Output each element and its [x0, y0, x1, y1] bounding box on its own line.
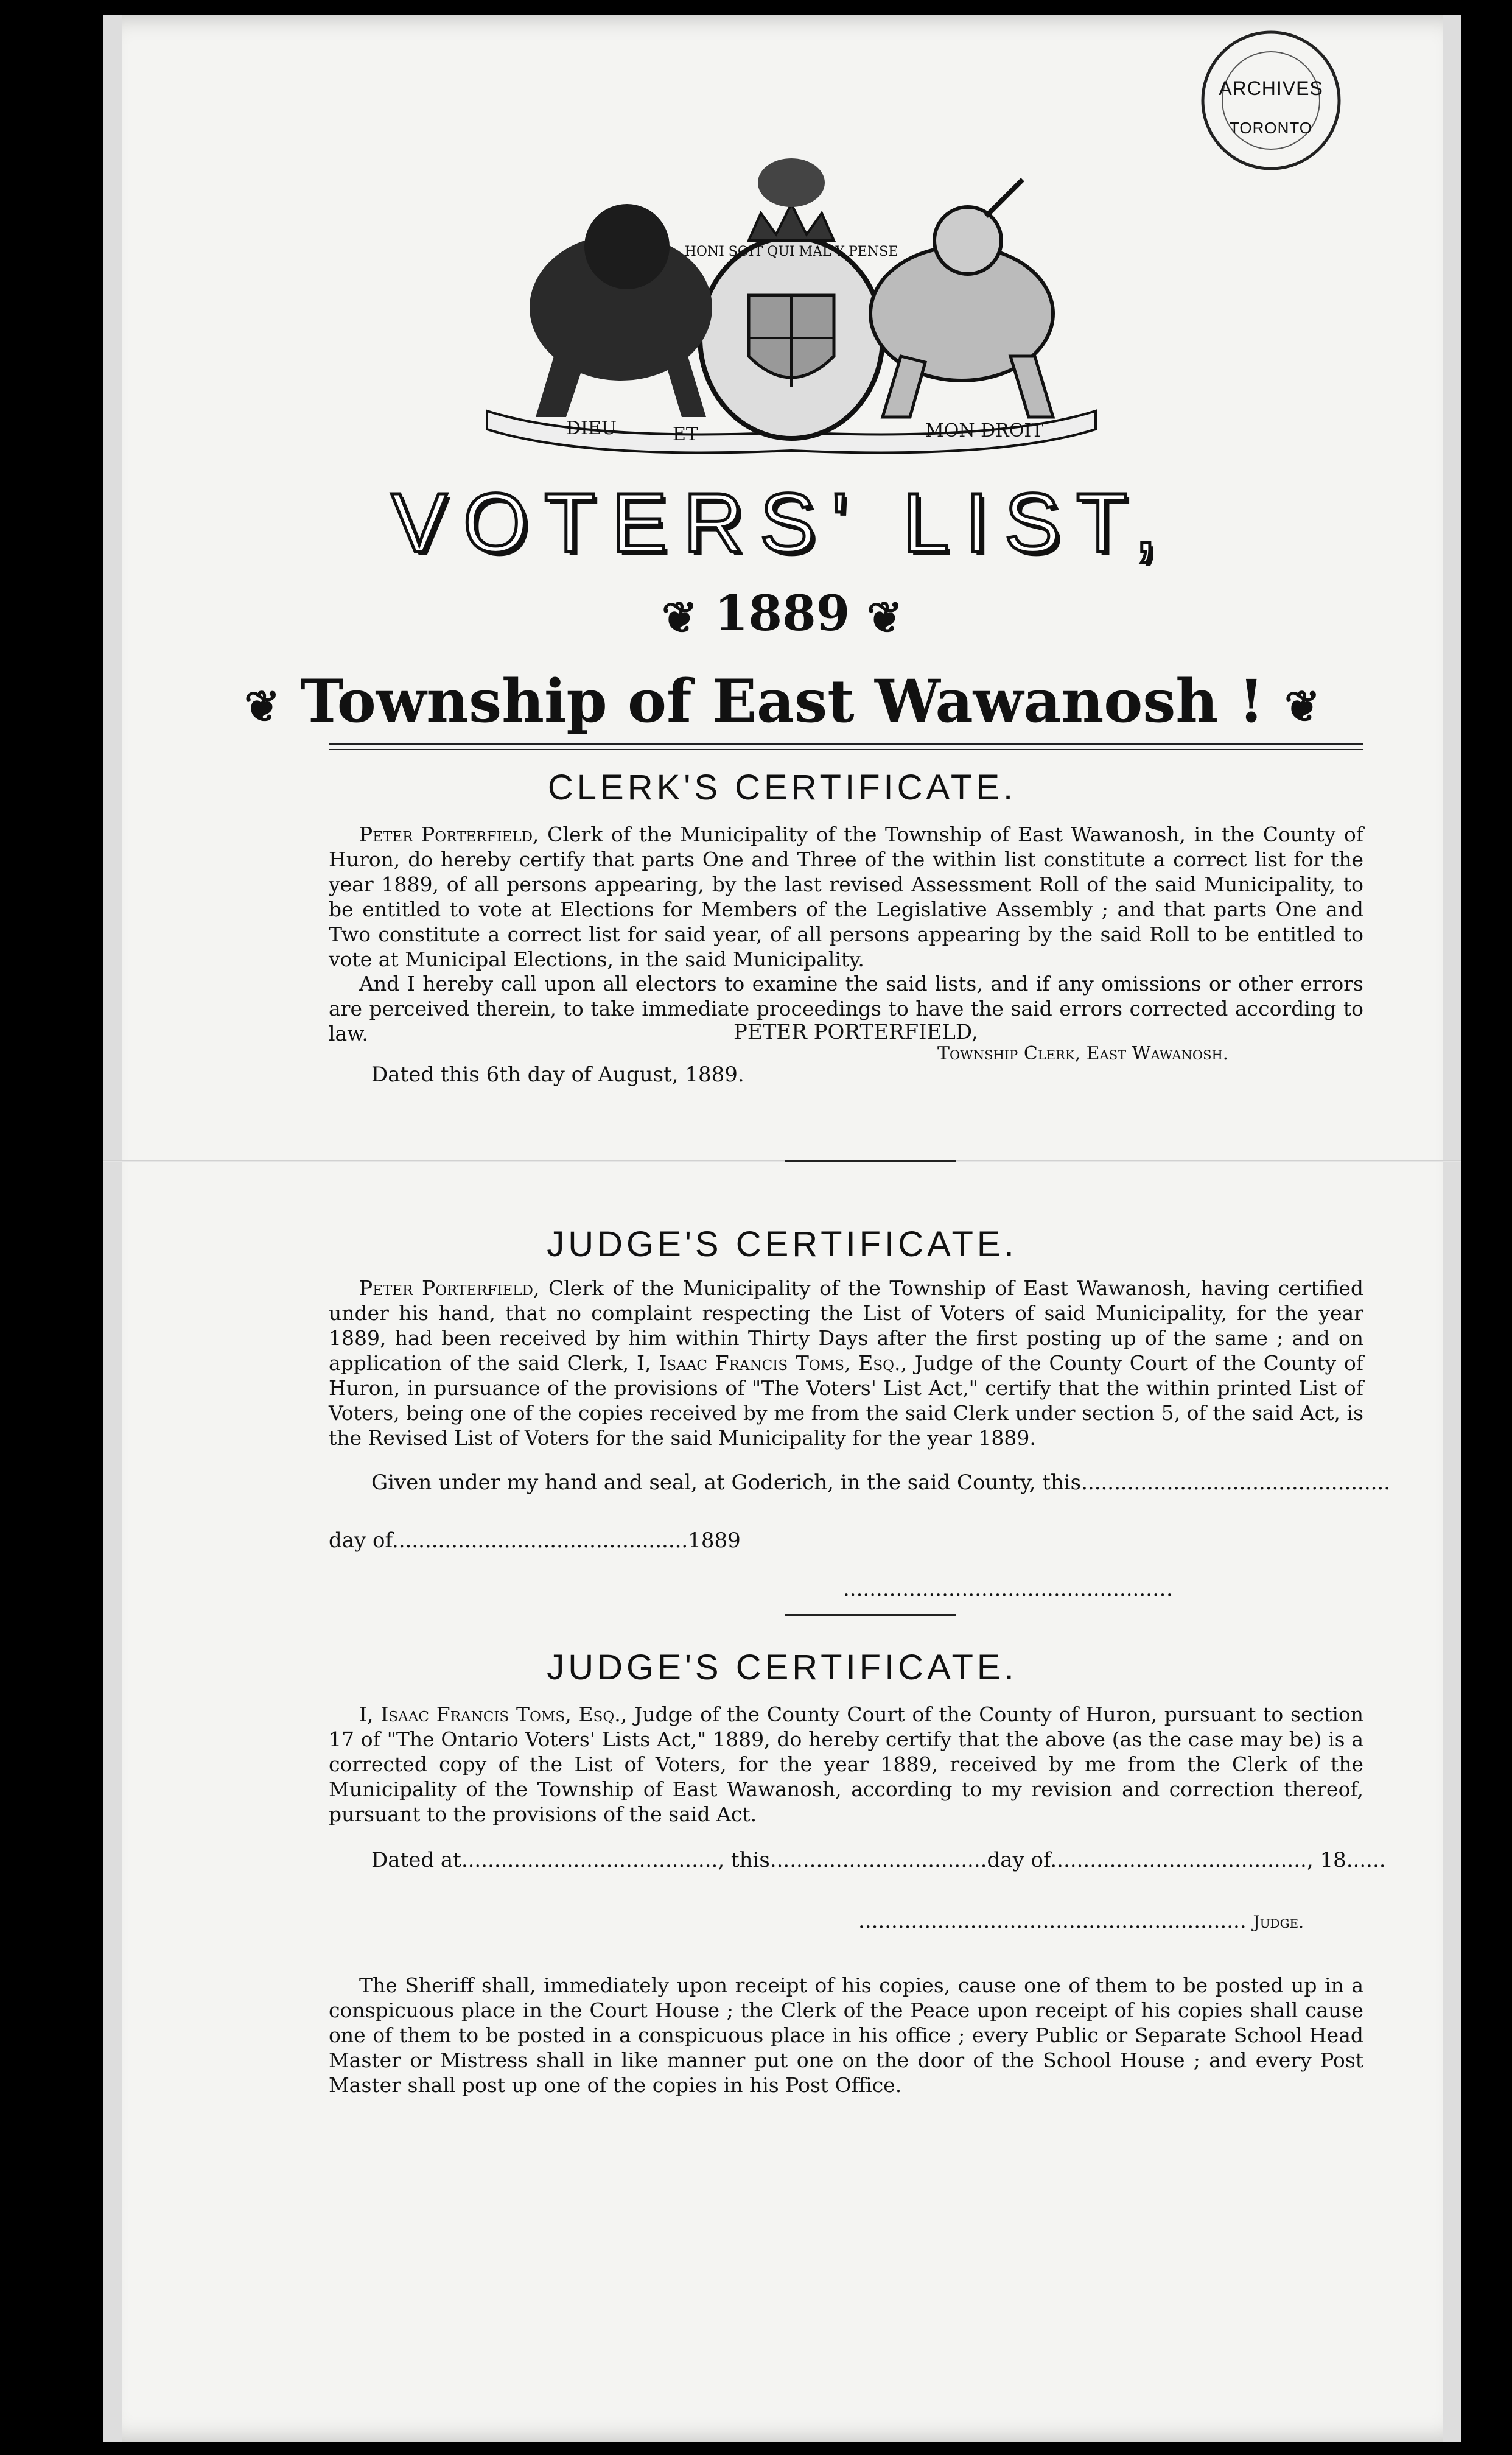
- judge-signature-line-2: [858, 1909, 1304, 1933]
- clerk-certificate-body: [329, 822, 1363, 972]
- stamp-ring-text: TORONTO: [1229, 119, 1313, 137]
- dated-at-line: Dated at......................................., this.................................day of......................................., 18......: [371, 1848, 1386, 1872]
- archives-stamp: [1198, 27, 1344, 174]
- ornament-left: ❦: [662, 592, 698, 643]
- ornament-right: ❦: [867, 592, 903, 643]
- clerk-name: Peter Porterfield,: [359, 823, 539, 846]
- ornament-right: ❦: [1284, 681, 1320, 732]
- stamp-label: ARCHIVES: [1219, 77, 1323, 99]
- day-of-line: day of.............................................1889: [329, 1528, 741, 1553]
- list-year: [103, 585, 1461, 643]
- clerk-certificate-body-2: And I hereby call upon all electors to examine the said lists, and if any omissions or other errors are perceived therein, to take immediate proceedings to have the said errors corrected according to law.: [329, 972, 1363, 1045]
- header-rule: [329, 743, 1363, 750]
- clerk-signature: PETER PORTERFIELD,: [733, 1020, 978, 1044]
- motto-dieu: DIEU: [566, 418, 617, 439]
- year-text: 1889: [714, 585, 850, 642]
- section-divider: [785, 1160, 956, 1162]
- judge-body-b: Judge of the County Court of the County of Huron, in pursuance of the provisions of "The Voters' List Act," certify that the within printed List of Voters, being one of the copies received by me from the said Clerk under section 5, of the said Act, is the Revised List of Voters for the said Municipality for the year 1889.: [329, 1351, 1364, 1450]
- ornament-left: ❦: [244, 681, 280, 732]
- clerk-name: Peter Porterfield,: [359, 1276, 540, 1300]
- judge-name: Isaac Francis Toms, Esq.,: [380, 1702, 628, 1726]
- township-heading: [103, 667, 1461, 736]
- judge2-body-text: Judge of the County Court of the County of Huron, pursuant to section 17 of "The Ontario Voters' Lists Act," 1889, do hereby certify that the above (as the case may be) is a corrected copy of the List of Voters, for the year 1889, received by me from the Clerk of the Municipality of the Township of East Wawanosh, according to my revision and correction thereof, pursuant to the provisions of the said Act.: [329, 1702, 1364, 1826]
- document-page: [103, 15, 1461, 2442]
- garter-motto: HONI SOIT QUI MAL Y PENSE: [684, 244, 898, 259]
- judge-certificate-heading-2: JUDGE'S CERTIFICATE.: [547, 1648, 1018, 1687]
- judge-certificate-heading-1: JUDGE'S CERTIFICATE.: [547, 1224, 1018, 1264]
- clerk-certificate-heading: CLERK'S CERTIFICATE.: [547, 768, 1017, 807]
- clerk-dated: Dated this 6th day of August, 1889.: [371, 1062, 744, 1087]
- given-under-line: Given under my hand and seal, at Goderich, in the said County, this...............................................: [371, 1470, 1391, 1495]
- motto-et: ET: [673, 424, 698, 445]
- judge-certificate-body-2: [329, 1702, 1363, 1827]
- judge-body-a: Clerk of the Municipality of the Township of East Wawanosh, having certified under his hand, that no complaint respecting the List of Voters of said Municipality, for the year 1889, had been received by him within Thirty Days after the first posting up of the same ; and on application of the said Clerk, I,: [329, 1276, 1364, 1375]
- judge-label: Judge.: [1253, 1912, 1304, 1932]
- judge-name: Isaac Francis Toms, Esq.,: [659, 1351, 907, 1375]
- motto-mon-droit: MON DROIT: [925, 420, 1044, 441]
- royal-coat-of-arms: [463, 155, 1120, 460]
- judge-dots: ...........................................................: [858, 1909, 1247, 1933]
- fold-line: [103, 1160, 1461, 1162]
- clerk-title: Township Clerk, East Wawanosh.: [937, 1043, 1229, 1064]
- clerk-body-text: Clerk of the Municipality of the Township of East Wawanosh, in the County of Huron, do hereby certify that parts One and Three of the within list constitute a correct list for the year 1889, of all persons appearing, by the last revised Assessment Roll of the said Municipality, to be entitled to vote at Elections for Members of the Legislative Assembly ; and that parts One and Two constitute a correct list for said year, of all persons appearing by the said Roll to be entitled to vote at Municipal Elections, in the said Municipality.: [329, 823, 1363, 971]
- judge2-intro: I,: [359, 1702, 381, 1726]
- judge-signature-line-1: ...............................................…: [843, 1577, 1173, 1601]
- section-divider: [785, 1614, 956, 1616]
- township-text: Township of East Wawanosh !: [300, 667, 1264, 736]
- judge-certificate-body-1: [329, 1276, 1363, 1450]
- sheriff-notice: The Sheriff shall, immediately upon receipt of his copies, cause one of them to be posted up in a conspicuous place in the Court House ; the Clerk of the Peace upon receipt of his copies shall cause one of them to be posted in a conspicuous place in his office ; every Public or Separate School Head Master or Mistress shall in like manner put one on the door of the School House ; and every Post Master shall post up one of the copies in his Post Office.: [329, 1973, 1363, 2097]
- page-title: VOTERS' LIST,: [391, 476, 1174, 570]
